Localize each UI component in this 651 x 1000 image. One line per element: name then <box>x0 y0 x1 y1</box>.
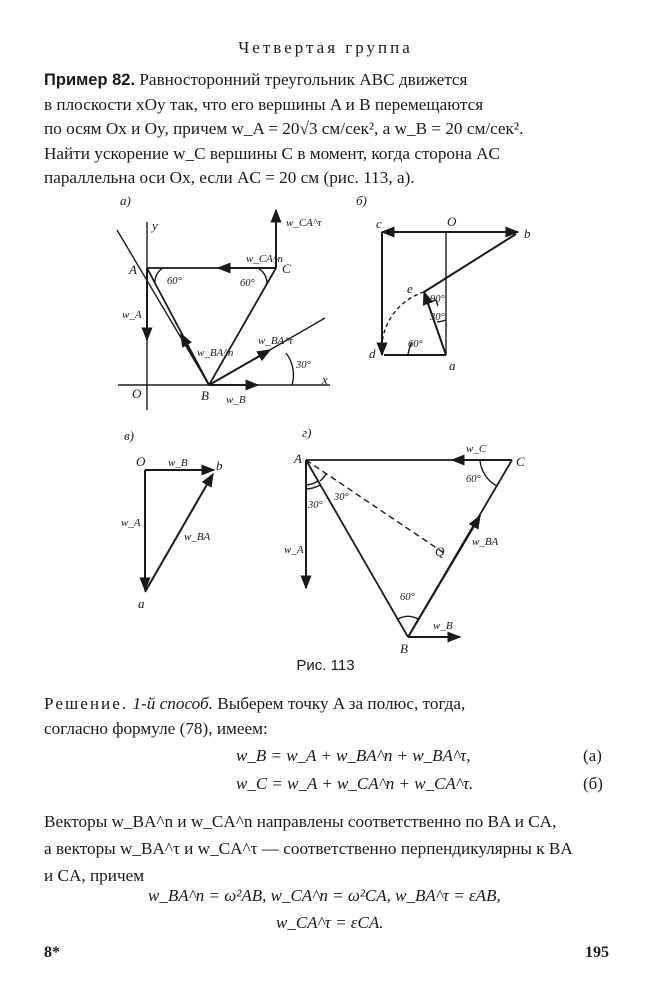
vector-g-wc-label: w_C <box>466 443 487 455</box>
problem-statement <box>44 68 606 191</box>
panel-g-label: г) <box>302 425 312 440</box>
angle-g-60c-label: 60° <box>466 474 481 485</box>
axis-y-label: y <box>152 218 158 233</box>
point-a-label: A <box>129 262 137 277</box>
vector-wba-tau-label: w_BA^τ <box>258 335 293 347</box>
solution-text <box>44 808 606 889</box>
vector-g-wa-label: w_A <box>284 544 304 556</box>
angle-90-label: 90° <box>430 294 445 305</box>
solution-label: Решение. <box>44 694 129 713</box>
point-c-label: C <box>282 261 291 276</box>
vector-wca-n-label: w_CA^n <box>246 253 284 265</box>
vector-g-wb-label: w_B <box>433 620 453 632</box>
panel-g-diagram <box>306 460 512 637</box>
vector-v-wb-label: w_B <box>168 457 188 469</box>
panel-b-diagram <box>382 232 518 355</box>
angle-g-30b-label: 30° <box>334 492 349 503</box>
example-title: Пример 82. <box>44 71 136 89</box>
equation-a-number: (а) <box>583 746 602 765</box>
signature-mark: 8* <box>44 944 60 961</box>
vector-wb-label: w_B <box>226 394 246 406</box>
panel-a-label: а) <box>120 193 131 208</box>
panel-b-label: б) <box>356 193 367 208</box>
solution-text-line-1: Векторы w_BA^n и w_CA^n направлены соответственно по BA и CA, <box>44 812 557 831</box>
origin-label: O <box>132 386 142 401</box>
vector-wa-label: w_A <box>122 309 142 321</box>
solution-line-1 <box>44 692 606 717</box>
axis-x-label: x <box>322 372 328 387</box>
problem-line-1 <box>44 68 606 93</box>
page-number: 195 <box>585 944 609 961</box>
point-e-label: e <box>407 281 413 296</box>
vector-wba-n-label: w_BA^n <box>197 347 234 359</box>
solution-line-1-rest: Выберем точку A за полюс, тогда, <box>217 694 466 713</box>
formula-line-2: w_CA^τ = εCA. <box>276 913 384 932</box>
solution-text-line-3: и CA, причем <box>44 866 145 885</box>
solution-line-2: согласно формуле (78), имеем: <box>44 718 268 738</box>
panel-v-label: в) <box>124 428 134 443</box>
point-a-v-label: a <box>138 596 145 611</box>
problem-line-3: по осям Ox и Oy, причем w_A = 20√3 см/сек², а w_B = 20 см/сек². <box>44 119 524 138</box>
equation-a: w_B = w_A + w_BA^n + w_BA^τ, <box>236 746 471 765</box>
problem-line-4: Найти ускорение w_C вершины C в момент, когда сторона AC <box>44 143 501 163</box>
solution-intro <box>44 692 606 741</box>
point-q-label: Q <box>435 544 445 559</box>
angle-c-60-label: 60° <box>240 278 255 289</box>
problem-text-1: Равносторонний треугольник ABC движется <box>139 70 468 89</box>
point-b-label: B <box>201 388 209 403</box>
point-a-g-label: A <box>294 451 302 466</box>
vector-g-wba-label: w_BA <box>472 536 499 548</box>
point-b-g-label: B <box>400 641 408 655</box>
point-c-g-label: C <box>516 454 525 469</box>
solution-text-line-2: а векторы w_BA^τ и w_CA^τ — соответственно перпендикулярны к BA <box>44 839 573 858</box>
vector-wca-tau-label: w_CA^τ <box>286 217 322 229</box>
angle-a-60-label: 60° <box>167 276 182 287</box>
angle-b-60-label: 60° <box>408 339 423 350</box>
formula-line-1: w_BA^n = ω²AB, w_CA^n = ω²CA, w_BA^τ = εAB, <box>148 886 501 905</box>
angle-b-30-label: 30° <box>430 312 445 323</box>
angle-30-label: 30° <box>296 360 311 371</box>
solution-method: 1-й способ. <box>132 694 213 713</box>
equation-b: w_C = w_A + w_CA^n + w_CA^τ. <box>236 774 474 793</box>
problem-line-2: в плоскости xOy так, что его вершины A и B перемещаются <box>44 94 484 114</box>
figure-113 <box>0 190 651 655</box>
panel-a-diagram <box>117 210 330 410</box>
point-a-lower-label: a <box>449 358 456 373</box>
figure-caption: Рис. 113 <box>296 657 355 674</box>
problem-line-5: параллельна оси Ox, если AC = 20 см (рис. 113, а). <box>44 168 415 187</box>
running-header: Четвертая группа <box>238 38 413 57</box>
equation-b-number: (б) <box>583 774 603 793</box>
point-o-b-label: O <box>447 214 457 229</box>
vector-v-wba-label: w_BA <box>184 531 211 543</box>
point-d-label: d <box>369 346 376 361</box>
point-b-lower-label: b <box>524 226 531 241</box>
point-b-v-label: b <box>216 458 223 473</box>
point-c-lower-label: c <box>376 216 382 231</box>
angle-g-60b-label: 60° <box>400 592 415 603</box>
angle-g-30a-label: 30° <box>308 500 323 511</box>
point-o-v-label: O <box>136 454 146 469</box>
vector-v-wa-label: w_A <box>121 517 141 529</box>
